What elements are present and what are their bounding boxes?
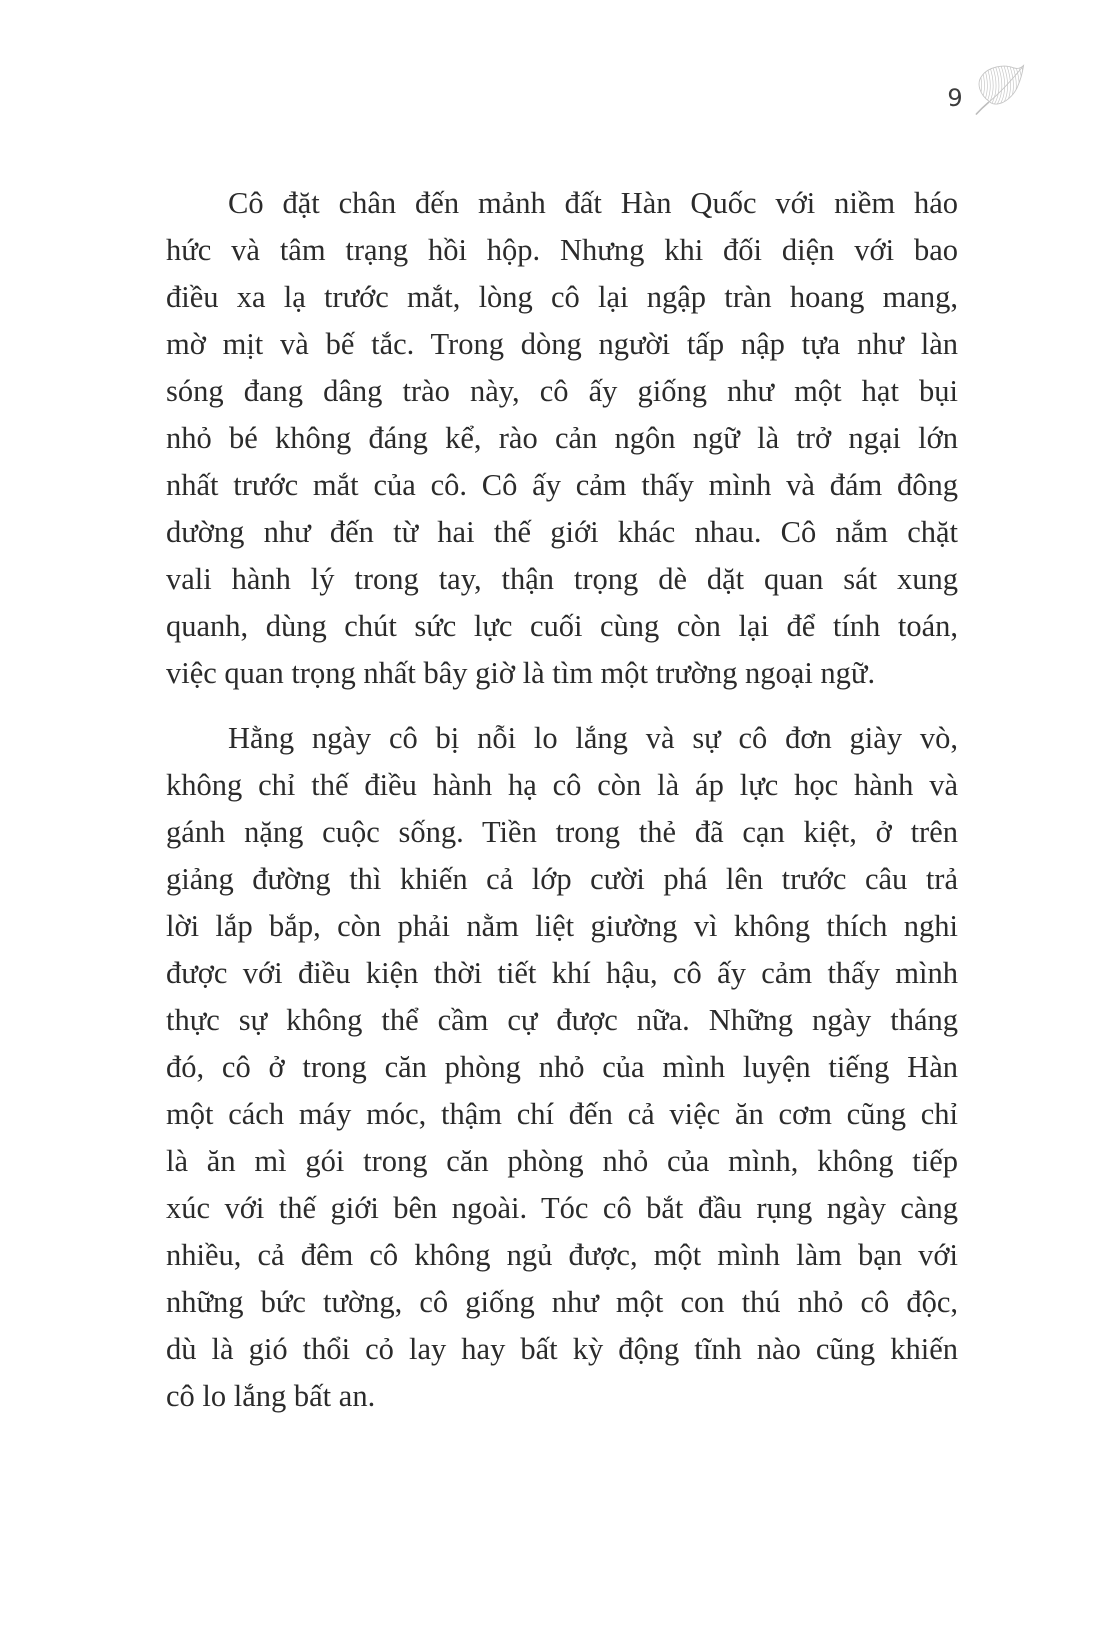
- text-line: Hằng ngày cô bị nỗi lo lắng và sự cô đơn giày vò,: [228, 721, 958, 755]
- text-line: giảng đường thì khiến cả lớp cười phá lên trước câu trả: [166, 862, 958, 896]
- text-line: nhỏ bé không đáng kể, rào cản ngôn ngữ là trở ngại lớn: [166, 421, 958, 455]
- text-line: là ăn mì gói trong căn phòng nhỏ của mình, không tiếp: [166, 1144, 958, 1178]
- text-line: đó, cô ở trong căn phòng nhỏ của mình luyện tiếng Hàn: [166, 1050, 958, 1084]
- text-line: mờ mịt và bế tắc. Trong dòng người tấp nập tựa như làn: [166, 327, 958, 361]
- text-line: xúc với thế giới bên ngoài. Tóc cô bắt đầu rụng ngày càng: [166, 1191, 958, 1225]
- text-line: lời lắp bắp, còn phải nằm liệt giường vì không thích nghi: [166, 909, 958, 943]
- text-line: sóng đang dâng trào này, cô ấy giống như một hạt bụi: [166, 374, 958, 408]
- text-line: hức và tâm trạng hồi hộp. Nhưng khi đối diện với bao: [166, 233, 958, 267]
- text-line: vali hành lý trong tay, thận trọng dè dặt quan sát xung: [166, 562, 958, 596]
- text-line: thực sự không thể cầm cự được nữa. Những ngày tháng: [166, 1003, 958, 1037]
- text-line: dù là gió thổi cỏ lay hay bất kỳ động tĩnh nào cũng khiến: [166, 1332, 958, 1366]
- text-line: nhất trước mắt của cô. Cô ấy cảm thấy mình và đám đông: [166, 468, 958, 502]
- text-line: việc quan trọng nhất bây giờ là tìm một trường ngoại ngữ.: [166, 656, 876, 690]
- page-text: [166, 180, 958, 1420]
- leaf-ornament-icon: [972, 62, 1026, 116]
- text-line: cô lo lắng bất an.: [166, 1379, 376, 1413]
- text-line: Cô đặt chân đến mảnh đất Hàn Quốc với niềm háo: [228, 186, 958, 220]
- text-line: nhiều, cả đêm cô không ngủ được, một mình làm bạn với: [166, 1238, 958, 1272]
- paragraph: [166, 180, 958, 697]
- text-line: quanh, dùng chút sức lực cuối cùng còn lại để tính toán,: [166, 609, 958, 643]
- text-line: gánh nặng cuộc sống. Tiền trong thẻ đã cạn kiệt, ở trên: [166, 815, 958, 849]
- text-line: những bức tường, cô giống như một con thú nhỏ cô độc,: [166, 1285, 958, 1319]
- text-line: điều xa lạ trước mắt, lòng cô lại ngập tràn hoang mang,: [166, 280, 958, 314]
- paragraph: [166, 715, 958, 1420]
- text-line: một cách máy móc, thậm chí đến cả việc ăn cơm cũng chỉ: [166, 1097, 958, 1131]
- page-header: [0, 0, 1119, 130]
- text-line: không chỉ thế điều hành hạ cô còn là áp lực học hành và: [166, 768, 958, 802]
- page-number: 9: [947, 84, 963, 112]
- text-line: được với điều kiện thời tiết khí hậu, cô ấy cảm thấy mình: [166, 956, 958, 990]
- text-line: dường như đến từ hai thế giới khác nhau. Cô nắm chặt: [166, 515, 958, 549]
